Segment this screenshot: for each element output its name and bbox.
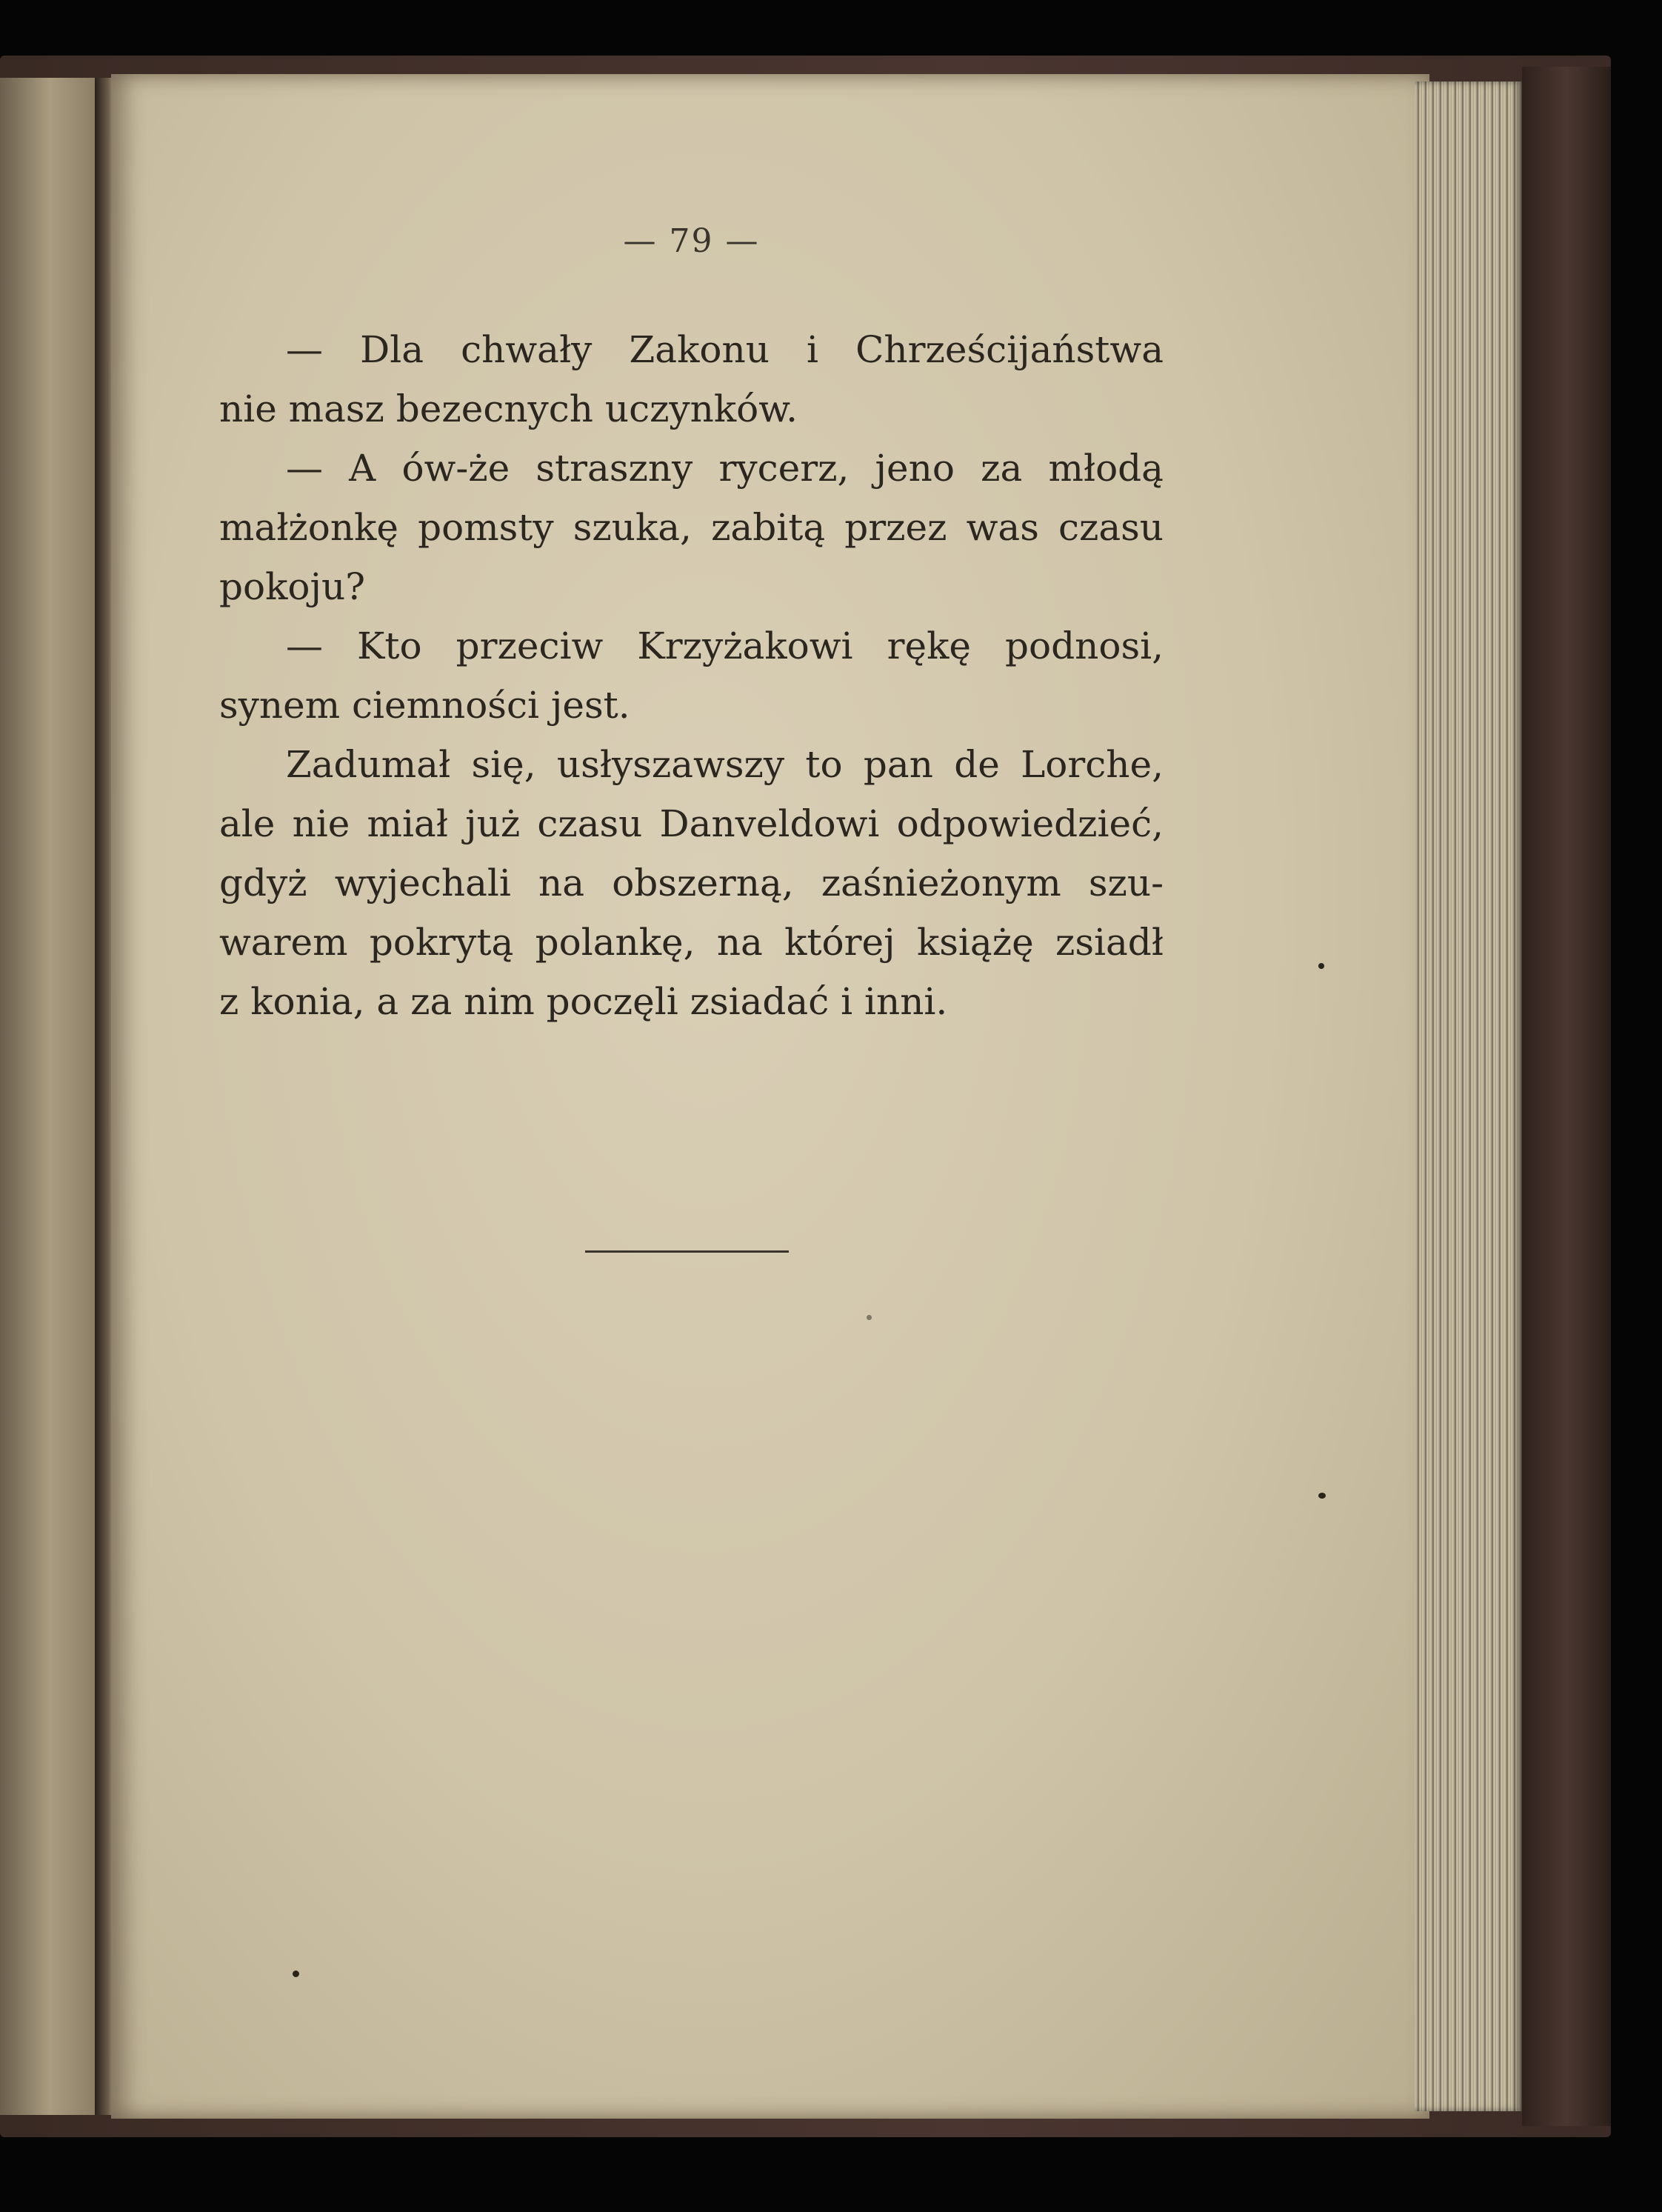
text-line: gdyż wyjechali na obszerną, zaśnieżonym szu- <box>219 862 1164 905</box>
ink-speck <box>1318 1493 1326 1499</box>
text-line: — Kto przeciw Krzyżakowi rękę podnosi, <box>286 624 1164 667</box>
ink-speck <box>293 1971 299 1977</box>
text-line: z konia, a za nim poczęli zsiadać i inni. <box>219 980 948 1023</box>
text-line: małżonkę pomsty szuka, zabitą przez was czasu <box>219 506 1164 549</box>
ink-speck <box>1318 963 1324 969</box>
ink-speck <box>867 1315 872 1320</box>
text-line: warem pokrytą polankę, na której książę zsiadł <box>219 921 1164 964</box>
text-line: synem ciemności jest. <box>219 684 630 727</box>
text-line: nie masz bezecnych uczynków. <box>219 387 798 430</box>
text-line: Zadumał się, usłyszawszy to pan de Lorche, <box>286 743 1164 786</box>
page-edges <box>1415 81 1522 2111</box>
text-line: — Dla chwały Zakonu i Chrześcijaństwa <box>286 328 1164 371</box>
text-line: pokoju? <box>219 565 366 608</box>
cover-edge <box>1522 67 1611 2126</box>
page-number: — 79 — <box>623 222 760 260</box>
section-divider <box>585 1250 789 1253</box>
text-line: ale nie miał już czasu Danveldowi odpowiedzieć, <box>219 802 1164 845</box>
text-line: — A ów-że straszny rycerz, jeno za młodą <box>286 447 1164 490</box>
